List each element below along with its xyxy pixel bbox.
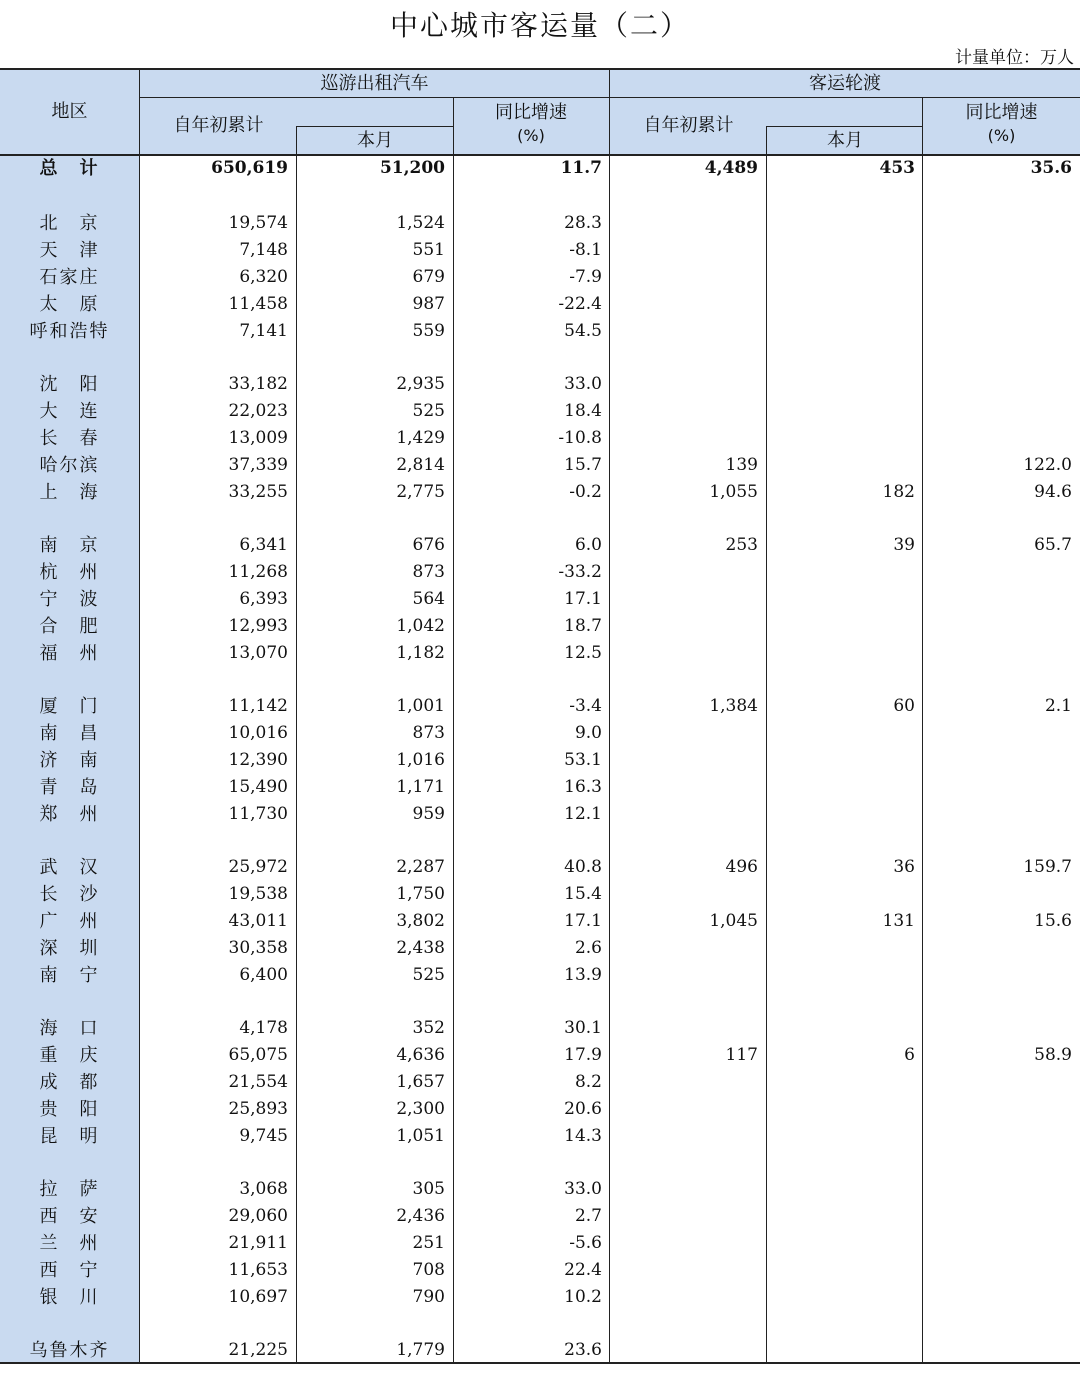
taxi-ytd-cell: 7,148 [239, 240, 288, 260]
ferry-month-cell: 60 [893, 696, 915, 716]
taxi-month-cell: 1,657 [396, 1072, 445, 1092]
taxi-ytd-cell: 21,554 [228, 1072, 288, 1092]
taxi-ytd-cell: 19,574 [228, 213, 288, 233]
region-cell: 昆 明 [39, 1126, 100, 1147]
taxi-month-cell: 873 [412, 723, 445, 743]
table-row [0, 801, 1080, 828]
taxi-month-cell: 352 [412, 1018, 445, 1038]
taxi-ytd-cell: 4,178 [239, 1018, 288, 1038]
ferry-month-cell: 131 [882, 911, 915, 931]
header-taxi-ytd: 自年初累计 [173, 115, 264, 136]
taxi-ytd-cell: 10,697 [228, 1287, 288, 1307]
region-cell: 上 海 [39, 482, 100, 503]
ferry-ytd-cell: 1,055 [709, 482, 758, 502]
table-row [0, 1203, 1080, 1230]
taxi-month-cell: 2,436 [396, 1206, 445, 1226]
taxi-yoy-cell: 15.7 [564, 455, 602, 475]
taxi-yoy-cell: -0.2 [569, 482, 602, 502]
header-ferry-ytd: 自年初累计 [643, 115, 734, 136]
region-cell: 南 昌 [39, 723, 100, 744]
region-cell: 武 汉 [39, 857, 100, 878]
taxi-ytd-cell: 21,225 [228, 1340, 288, 1360]
taxi-ytd-cell: 29,060 [228, 1206, 288, 1226]
header-ferry-group: 客运轮渡 [809, 73, 881, 94]
table-row [0, 640, 1080, 667]
header-ferry-yoy-unit: (%) [987, 126, 1016, 146]
taxi-ytd-cell: 37,339 [228, 455, 288, 475]
region-cell: 北 京 [39, 213, 100, 234]
page-title: 中心城市客运量（二） [389, 9, 690, 42]
taxi-month-cell: 2,438 [396, 938, 445, 958]
ferry-ytd-cell: 4,489 [704, 158, 758, 178]
taxi-ytd-cell: 9,745 [239, 1126, 288, 1146]
table-top-border [0, 68, 1080, 70]
table-row [0, 398, 1080, 425]
taxi-month-cell: 1,016 [396, 750, 445, 770]
header-taxi-yoy [453, 101, 609, 147]
header-taxi-yoy-label: 同比增速 [495, 102, 567, 123]
taxi-month-cell: 873 [412, 562, 445, 582]
table-row [0, 291, 1080, 318]
ferry-month-cell: 6 [904, 1045, 915, 1065]
taxi-yoy-cell: 10.2 [564, 1287, 602, 1307]
taxi-ytd-cell: 15,490 [228, 777, 288, 797]
header-group-divider [140, 97, 1080, 98]
taxi-month-cell: 3,802 [396, 911, 445, 931]
region-cell: 总 计 [39, 158, 100, 179]
taxi-month-cell: 305 [412, 1179, 445, 1199]
taxi-month-top-border [297, 126, 453, 127]
table-row [0, 1123, 1080, 1150]
taxi-yoy-cell: 18.7 [564, 616, 602, 636]
taxi-yoy-cell: 2.6 [574, 938, 602, 958]
taxi-yoy-cell: 17.9 [564, 1045, 602, 1065]
region-cell: 西 宁 [39, 1260, 100, 1281]
table-row [0, 747, 1080, 774]
table-row [0, 1230, 1080, 1257]
taxi-yoy-cell: 40.8 [564, 857, 602, 877]
region-cell: 南 宁 [39, 965, 100, 986]
table-row [0, 318, 1080, 345]
unit-label: 计量单位：万人 [955, 48, 1074, 68]
ferry-yoy-cell: 2.1 [1044, 696, 1072, 716]
region-cell: 沈 阳 [39, 374, 100, 395]
taxi-month-cell: 2,775 [396, 482, 445, 502]
taxi-month-cell: 51,200 [379, 158, 445, 178]
taxi-ytd-cell: 19,538 [228, 884, 288, 904]
taxi-yoy-cell: 18.4 [564, 401, 602, 421]
table-row [0, 881, 1080, 908]
ferry-ytd-cell: 496 [725, 857, 758, 877]
taxi-yoy-cell: 28.3 [564, 213, 602, 233]
taxi-ytd-cell: 33,255 [228, 482, 288, 502]
ferry-month-cell: 36 [893, 857, 915, 877]
taxi-ytd-cell: 12,993 [228, 616, 288, 636]
region-cell: 长 春 [39, 428, 100, 449]
taxi-ytd-cell: 6,341 [239, 535, 288, 555]
region-cell: 杭 州 [39, 562, 100, 583]
ferry-yoy-cell: 65.7 [1034, 535, 1072, 555]
table-row [0, 452, 1080, 479]
table-row [0, 237, 1080, 264]
taxi-yoy-cell: -8.1 [569, 240, 602, 260]
taxi-ytd-cell: 13,070 [228, 643, 288, 663]
taxi-month-cell: 1,779 [396, 1340, 445, 1360]
taxi-month-cell: 559 [412, 321, 445, 341]
taxi-yoy-cell: 6.0 [574, 535, 602, 555]
region-cell: 深 圳 [39, 938, 100, 959]
taxi-ytd-cell: 6,393 [239, 589, 288, 609]
taxi-yoy-cell: 12.5 [564, 643, 602, 663]
taxi-yoy-cell: 17.1 [564, 589, 602, 609]
region-cell: 海 口 [39, 1018, 100, 1039]
ferry-ytd-cell: 1,045 [709, 911, 758, 931]
taxi-ytd-cell: 13,009 [228, 428, 288, 448]
taxi-month-cell: 1,182 [396, 643, 445, 663]
region-cell: 西 安 [39, 1206, 100, 1227]
taxi-month-cell: 2,287 [396, 857, 445, 877]
taxi-yoy-cell: -22.4 [558, 294, 602, 314]
table-row [0, 210, 1080, 237]
ferry-yoy-cell: 159.7 [1023, 857, 1072, 877]
taxi-yoy-cell: 8.2 [574, 1072, 602, 1092]
region-cell: 青 岛 [39, 777, 100, 798]
taxi-ytd-cell: 65,075 [228, 1045, 288, 1065]
region-cell: 哈尔滨 [39, 455, 100, 476]
taxi-ytd-cell: 11,142 [228, 696, 288, 716]
ferry-month-cell: 39 [893, 535, 915, 555]
taxi-ytd-cell: 43,011 [228, 911, 288, 931]
taxi-month-cell: 1,001 [396, 696, 445, 716]
taxi-ytd-cell: 6,320 [239, 267, 288, 287]
taxi-ytd-cell: 33,182 [228, 374, 288, 394]
taxi-yoy-cell: 20.6 [564, 1099, 602, 1119]
region-cell: 宁 波 [39, 589, 100, 610]
table-row [0, 479, 1080, 506]
table-row [0, 720, 1080, 747]
table-row [0, 774, 1080, 801]
table-row [0, 1015, 1080, 1042]
table-row [0, 586, 1080, 613]
table-row [0, 559, 1080, 586]
taxi-yoy-cell: 14.3 [564, 1126, 602, 1146]
table-row [0, 425, 1080, 452]
taxi-month-cell: 2,814 [396, 455, 445, 475]
total-row [0, 155, 1080, 182]
taxi-yoy-cell: -33.2 [558, 562, 602, 582]
taxi-month-cell: 251 [412, 1233, 445, 1253]
taxi-yoy-cell: 12.1 [564, 804, 602, 824]
taxi-ytd-cell: 25,893 [228, 1099, 288, 1119]
taxi-ytd-cell: 650,619 [211, 158, 288, 178]
header-ferry-yoy-label: 同比增速 [965, 102, 1038, 123]
taxi-ytd-cell: 11,458 [228, 294, 288, 314]
table-row [0, 908, 1080, 935]
taxi-yoy-cell: -5.6 [569, 1233, 602, 1253]
taxi-month-cell: 708 [412, 1260, 445, 1280]
region-cell: 太 原 [39, 294, 100, 315]
taxi-month-cell: 679 [412, 267, 445, 287]
taxi-month-cell: 564 [412, 589, 445, 609]
table-row [0, 613, 1080, 640]
ferry-yoy-cell: 15.6 [1034, 911, 1072, 931]
table-row [0, 264, 1080, 291]
table-row [0, 854, 1080, 881]
region-cell: 成 都 [39, 1072, 100, 1093]
table-row [0, 371, 1080, 398]
taxi-yoy-cell: 23.6 [564, 1340, 602, 1360]
region-cell: 重 庆 [39, 1045, 100, 1066]
region-cell: 南 京 [39, 535, 100, 556]
header-taxi-yoy-unit: (%) [517, 126, 545, 146]
table-row [0, 693, 1080, 720]
table-row [0, 1176, 1080, 1203]
taxi-month-cell: 987 [412, 294, 445, 314]
table-row [0, 1284, 1080, 1311]
region-cell: 石家庄 [39, 267, 100, 288]
region-cell: 天 津 [39, 240, 100, 261]
taxi-yoy-cell: 16.3 [564, 777, 602, 797]
taxi-month-cell: 4,636 [396, 1045, 445, 1065]
taxi-month-cell: 1,042 [396, 616, 445, 636]
taxi-ytd-cell: 10,016 [228, 723, 288, 743]
taxi-ytd-cell: 21,911 [228, 1233, 288, 1253]
taxi-month-cell: 1,051 [396, 1126, 445, 1146]
taxi-yoy-cell: -10.8 [558, 428, 602, 448]
taxi-yoy-cell: 30.1 [564, 1018, 602, 1038]
taxi-yoy-cell: -3.4 [569, 696, 602, 716]
taxi-yoy-cell: 11.7 [560, 158, 602, 178]
taxi-ytd-cell: 6,400 [239, 965, 288, 985]
taxi-yoy-cell: 53.1 [564, 750, 602, 770]
taxi-yoy-cell: 22.4 [564, 1260, 602, 1280]
header-taxi-group: 巡游出租汽车 [320, 73, 429, 94]
taxi-ytd-cell: 11,268 [228, 562, 288, 582]
taxi-ytd-cell: 22,023 [228, 401, 288, 421]
taxi-month-cell: 2,300 [396, 1099, 445, 1119]
header-ferry-month: 本月 [827, 130, 863, 151]
region-cell: 合 肥 [39, 616, 100, 637]
table-row [0, 1069, 1080, 1096]
taxi-ytd-cell: 30,358 [228, 938, 288, 958]
region-cell: 厦 门 [39, 696, 100, 717]
taxi-ytd-cell: 11,653 [228, 1260, 288, 1280]
table-row [0, 1257, 1080, 1284]
region-cell: 福 州 [39, 643, 100, 664]
region-cell: 银 川 [39, 1287, 100, 1308]
region-cell: 呼和浩特 [29, 321, 110, 342]
taxi-yoy-cell: 54.5 [564, 321, 602, 341]
header-ferry-yoy [923, 101, 1080, 147]
ferry-ytd-cell: 253 [725, 535, 758, 555]
taxi-ytd-cell: 11,730 [228, 804, 288, 824]
ferry-month-top-border [767, 126, 923, 127]
taxi-ytd-cell: 3,068 [239, 1179, 288, 1199]
taxi-yoy-cell: 13.9 [564, 965, 602, 985]
table-row [0, 1042, 1080, 1069]
taxi-month-cell: 959 [412, 804, 445, 824]
taxi-yoy-cell: -7.9 [569, 267, 602, 287]
table-row [0, 1337, 1080, 1364]
ferry-ytd-cell: 139 [725, 455, 758, 475]
taxi-ytd-cell: 25,972 [228, 857, 288, 877]
ferry-ytd-cell: 1,384 [709, 696, 758, 716]
ferry-yoy-cell: 122.0 [1023, 455, 1072, 475]
region-cell: 郑 州 [39, 804, 100, 825]
region-cell: 济 南 [39, 750, 100, 771]
table-row [0, 1096, 1080, 1123]
taxi-month-cell: 1,750 [396, 884, 445, 904]
taxi-month-cell: 790 [412, 1287, 445, 1307]
ferry-yoy-cell: 35.6 [1030, 158, 1072, 178]
taxi-ytd-cell: 12,390 [228, 750, 288, 770]
taxi-month-cell: 676 [412, 535, 445, 555]
table-row [0, 532, 1080, 559]
taxi-yoy-cell: 9.0 [574, 723, 602, 743]
region-cell: 兰 州 [39, 1233, 100, 1254]
region-cell: 拉 萨 [39, 1179, 100, 1200]
taxi-yoy-cell: 33.0 [564, 1179, 602, 1199]
table-row [0, 935, 1080, 962]
header-taxi-month: 本月 [357, 130, 393, 151]
ferry-yoy-cell: 58.9 [1034, 1045, 1072, 1065]
taxi-yoy-cell: 17.1 [564, 911, 602, 931]
region-cell: 大 连 [39, 401, 100, 422]
taxi-month-cell: 2,935 [396, 374, 445, 394]
table-row [0, 962, 1080, 989]
taxi-month-cell: 551 [412, 240, 445, 260]
taxi-month-cell: 525 [412, 965, 445, 985]
taxi-yoy-cell: 15.4 [564, 884, 602, 904]
taxi-ytd-cell: 7,141 [239, 321, 288, 341]
ferry-yoy-cell: 94.6 [1034, 482, 1072, 502]
taxi-month-cell: 525 [412, 401, 445, 421]
taxi-month-cell: 1,429 [396, 428, 445, 448]
taxi-month-cell: 1,524 [396, 213, 445, 233]
region-cell: 广 州 [39, 911, 100, 932]
ferry-month-cell: 453 [879, 158, 915, 178]
ferry-ytd-cell: 117 [725, 1045, 758, 1065]
ferry-month-cell: 182 [882, 482, 915, 502]
taxi-month-cell: 1,171 [396, 777, 445, 797]
region-cell: 乌鲁木齐 [29, 1340, 110, 1361]
taxi-yoy-cell: 33.0 [564, 374, 602, 394]
taxi-yoy-cell: 2.7 [574, 1206, 602, 1226]
header-region: 地区 [51, 101, 88, 122]
region-cell: 长 沙 [39, 884, 100, 905]
region-cell: 贵 阳 [39, 1099, 100, 1120]
